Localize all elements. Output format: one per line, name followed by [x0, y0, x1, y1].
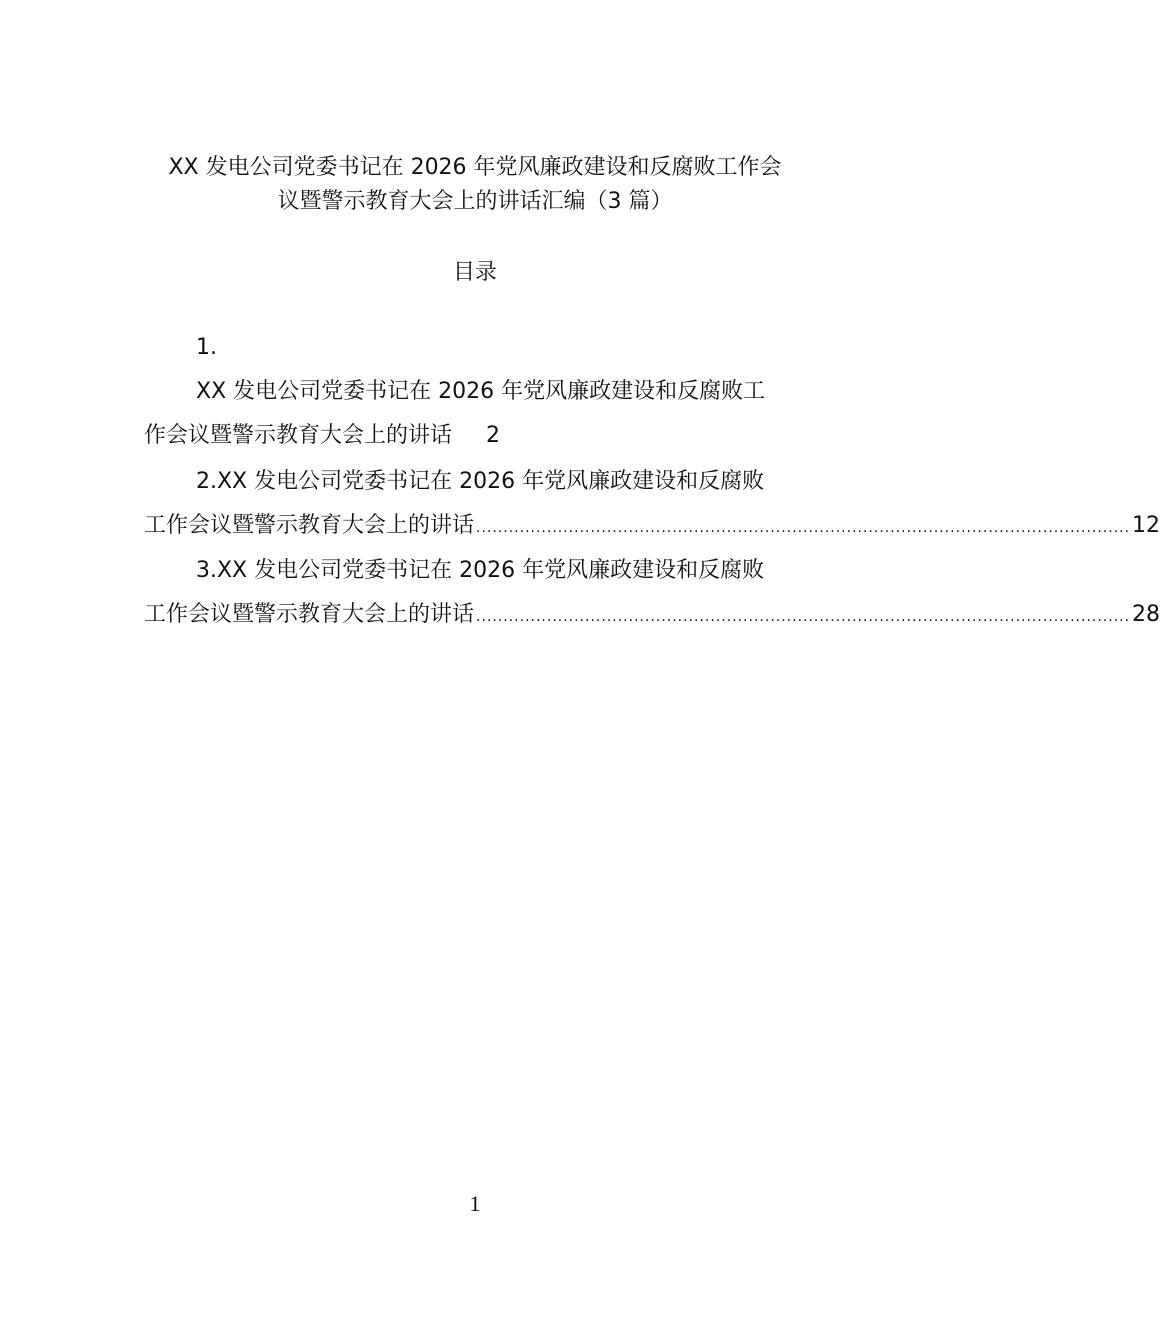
page-number: 1 [469, 1191, 481, 1216]
toc-entry-2-page[interactable]: 12 [1132, 513, 1160, 538]
toc-entry-3-title-line-2[interactable] [144, 599, 1160, 633]
document-title-line-2: 议暨警示教育大会上的讲话汇编（3 篇） [277, 189, 673, 214]
toc-entry-3-title-line-1[interactable]: 3.XX 发电公司党委书记在 2026 年党风廉政建设和反腐败 [196, 558, 765, 583]
toc-entry-3-title-text[interactable]: 工作会议暨警示教育大会上的讲话 [144, 602, 475, 627]
toc-entry-1-title-line-1[interactable]: XX 发电公司党委书记在 2026 年党风廉政建设和反腐败工 [196, 379, 766, 404]
toc-entry-1-title-text[interactable]: 作会议暨警示教育大会上的讲话 [144, 423, 453, 448]
toc-heading: 目录 [452, 260, 497, 285]
toc-dot-leader: ........................................................................................................................ [476, 609, 1131, 625]
toc-entry-2-title-text[interactable]: 工作会议暨警示教育大会上的讲话 [144, 513, 475, 538]
toc-entry-1-title-line-2[interactable] [144, 420, 500, 452]
toc-entry-3-page[interactable]: 28 [1132, 602, 1160, 627]
toc-dot-leader: ........................................................................................................................ [476, 520, 1131, 536]
toc-entry-1-page[interactable]: 2 [486, 423, 501, 448]
toc-entry-2-title-line-1[interactable]: 2.XX 发电公司党委书记在 2026 年党风廉政建设和反腐败 [196, 469, 765, 494]
document-title-line-1: XX 发电公司党委书记在 2026 年党风廉政建设和反腐败工作会 [168, 155, 782, 180]
toc-entry-2-title-line-2[interactable] [144, 510, 1160, 544]
toc-entry-1-number[interactable]: 1. [196, 335, 217, 360]
